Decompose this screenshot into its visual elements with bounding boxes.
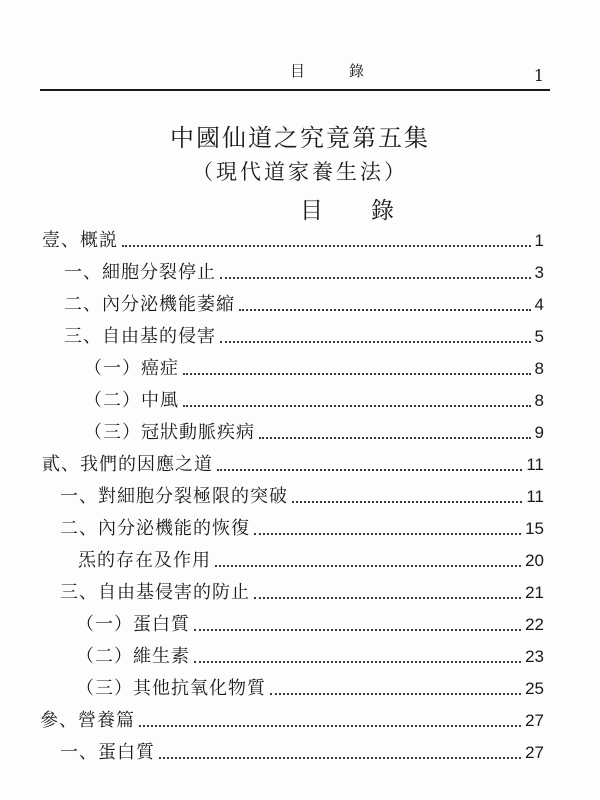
toc-entry-page: 1	[534, 231, 544, 250]
toc-entry	[64, 254, 544, 284]
book-subtitle: （現代道家養生法）	[192, 160, 408, 184]
toc-entry	[84, 414, 544, 444]
toc-entry	[60, 574, 544, 604]
toc-leader	[194, 661, 521, 663]
toc-entry-page: 5	[534, 327, 544, 346]
toc-entry-label: 三、自由基的侵害	[64, 326, 216, 347]
toc-leader	[217, 469, 522, 471]
toc-entry-label: 一、對細胞分裂極限的突破	[60, 486, 288, 507]
toc-entry	[78, 542, 544, 572]
running-header	[40, 56, 550, 88]
toc-entry-label: （三）冠狀動脈疾病	[84, 422, 255, 443]
toc-entry-page: 11	[526, 455, 544, 474]
toc-entry-page: 25	[525, 679, 544, 698]
toc-entry-page: 8	[534, 391, 544, 410]
toc-leader	[292, 501, 522, 503]
toc-entry	[60, 734, 544, 764]
toc-leader	[259, 437, 531, 439]
toc-leader	[183, 405, 531, 407]
toc-entry	[60, 510, 544, 540]
toc-entry-label: 參、營養篇	[40, 710, 135, 731]
toc-entry-label: （二）中風	[84, 390, 179, 411]
toc-leader	[159, 757, 521, 759]
header-rule	[40, 89, 550, 91]
page-number: 1	[533, 66, 544, 85]
toc-entry-page: 11	[526, 487, 544, 506]
book-title: 中國仙道之究竟第五集	[170, 124, 430, 152]
toc-leader	[270, 693, 521, 695]
toc-entry-page: 22	[525, 615, 544, 634]
toc-entry	[64, 318, 544, 348]
toc-entry	[64, 286, 544, 316]
toc-entry-label: （二）維生素	[76, 646, 190, 667]
toc-leader	[220, 341, 531, 343]
toc-heading: 目錄	[300, 198, 442, 224]
toc-entry-page: 9	[534, 423, 544, 442]
toc-entry-label: （一）蛋白質	[76, 614, 190, 635]
running-title: 目錄	[290, 62, 409, 80]
toc-entry-page: 8	[534, 359, 544, 378]
toc-entry	[84, 382, 544, 412]
toc-entry-label: 一、細胞分裂停止	[64, 262, 216, 283]
toc-entry-label: 壹、概説	[42, 230, 118, 251]
toc-entry	[76, 638, 544, 668]
toc-leader	[254, 597, 521, 599]
toc-entry-label: 三、自由基侵害的防止	[60, 582, 250, 603]
toc-entry-page: 3	[534, 263, 544, 282]
toc-entry-label: （三）其他抗氧化物質	[76, 678, 266, 699]
toc-entry	[76, 606, 544, 636]
toc-entry-page: 15	[525, 519, 544, 538]
toc-entry-page: 27	[525, 711, 544, 730]
toc-leader	[183, 373, 531, 375]
toc-leader	[239, 309, 531, 311]
toc-entry-label: 二、內分泌機能萎縮	[64, 294, 235, 315]
toc-entry	[60, 478, 544, 508]
toc-leader	[194, 629, 521, 631]
toc-entry	[42, 222, 544, 252]
toc-leader	[220, 277, 531, 279]
toc-entry-page: 20	[525, 551, 544, 570]
toc-entry-page: 21	[525, 583, 544, 602]
toc-entry-label: 二、內分泌機能的恢復	[60, 518, 250, 539]
toc-leader	[122, 245, 531, 247]
toc-entry-label: 貳、我們的因應之道	[42, 454, 213, 475]
toc-entry	[76, 670, 544, 700]
toc-entry-page: 27	[525, 743, 544, 762]
toc-entry-label: （一）癌症	[84, 358, 179, 379]
toc-entry-label: 一、蛋白質	[60, 742, 155, 763]
toc-entry	[42, 446, 544, 476]
toc-leader	[215, 565, 521, 567]
toc-entry-page: 23	[525, 647, 544, 666]
toc-entry-label: 炁的存在及作用	[78, 550, 211, 571]
toc-entry-page: 4	[534, 295, 544, 314]
toc-entry	[40, 702, 544, 732]
toc-leader	[139, 725, 521, 727]
toc-leader	[254, 533, 521, 535]
toc-entry	[84, 350, 544, 380]
